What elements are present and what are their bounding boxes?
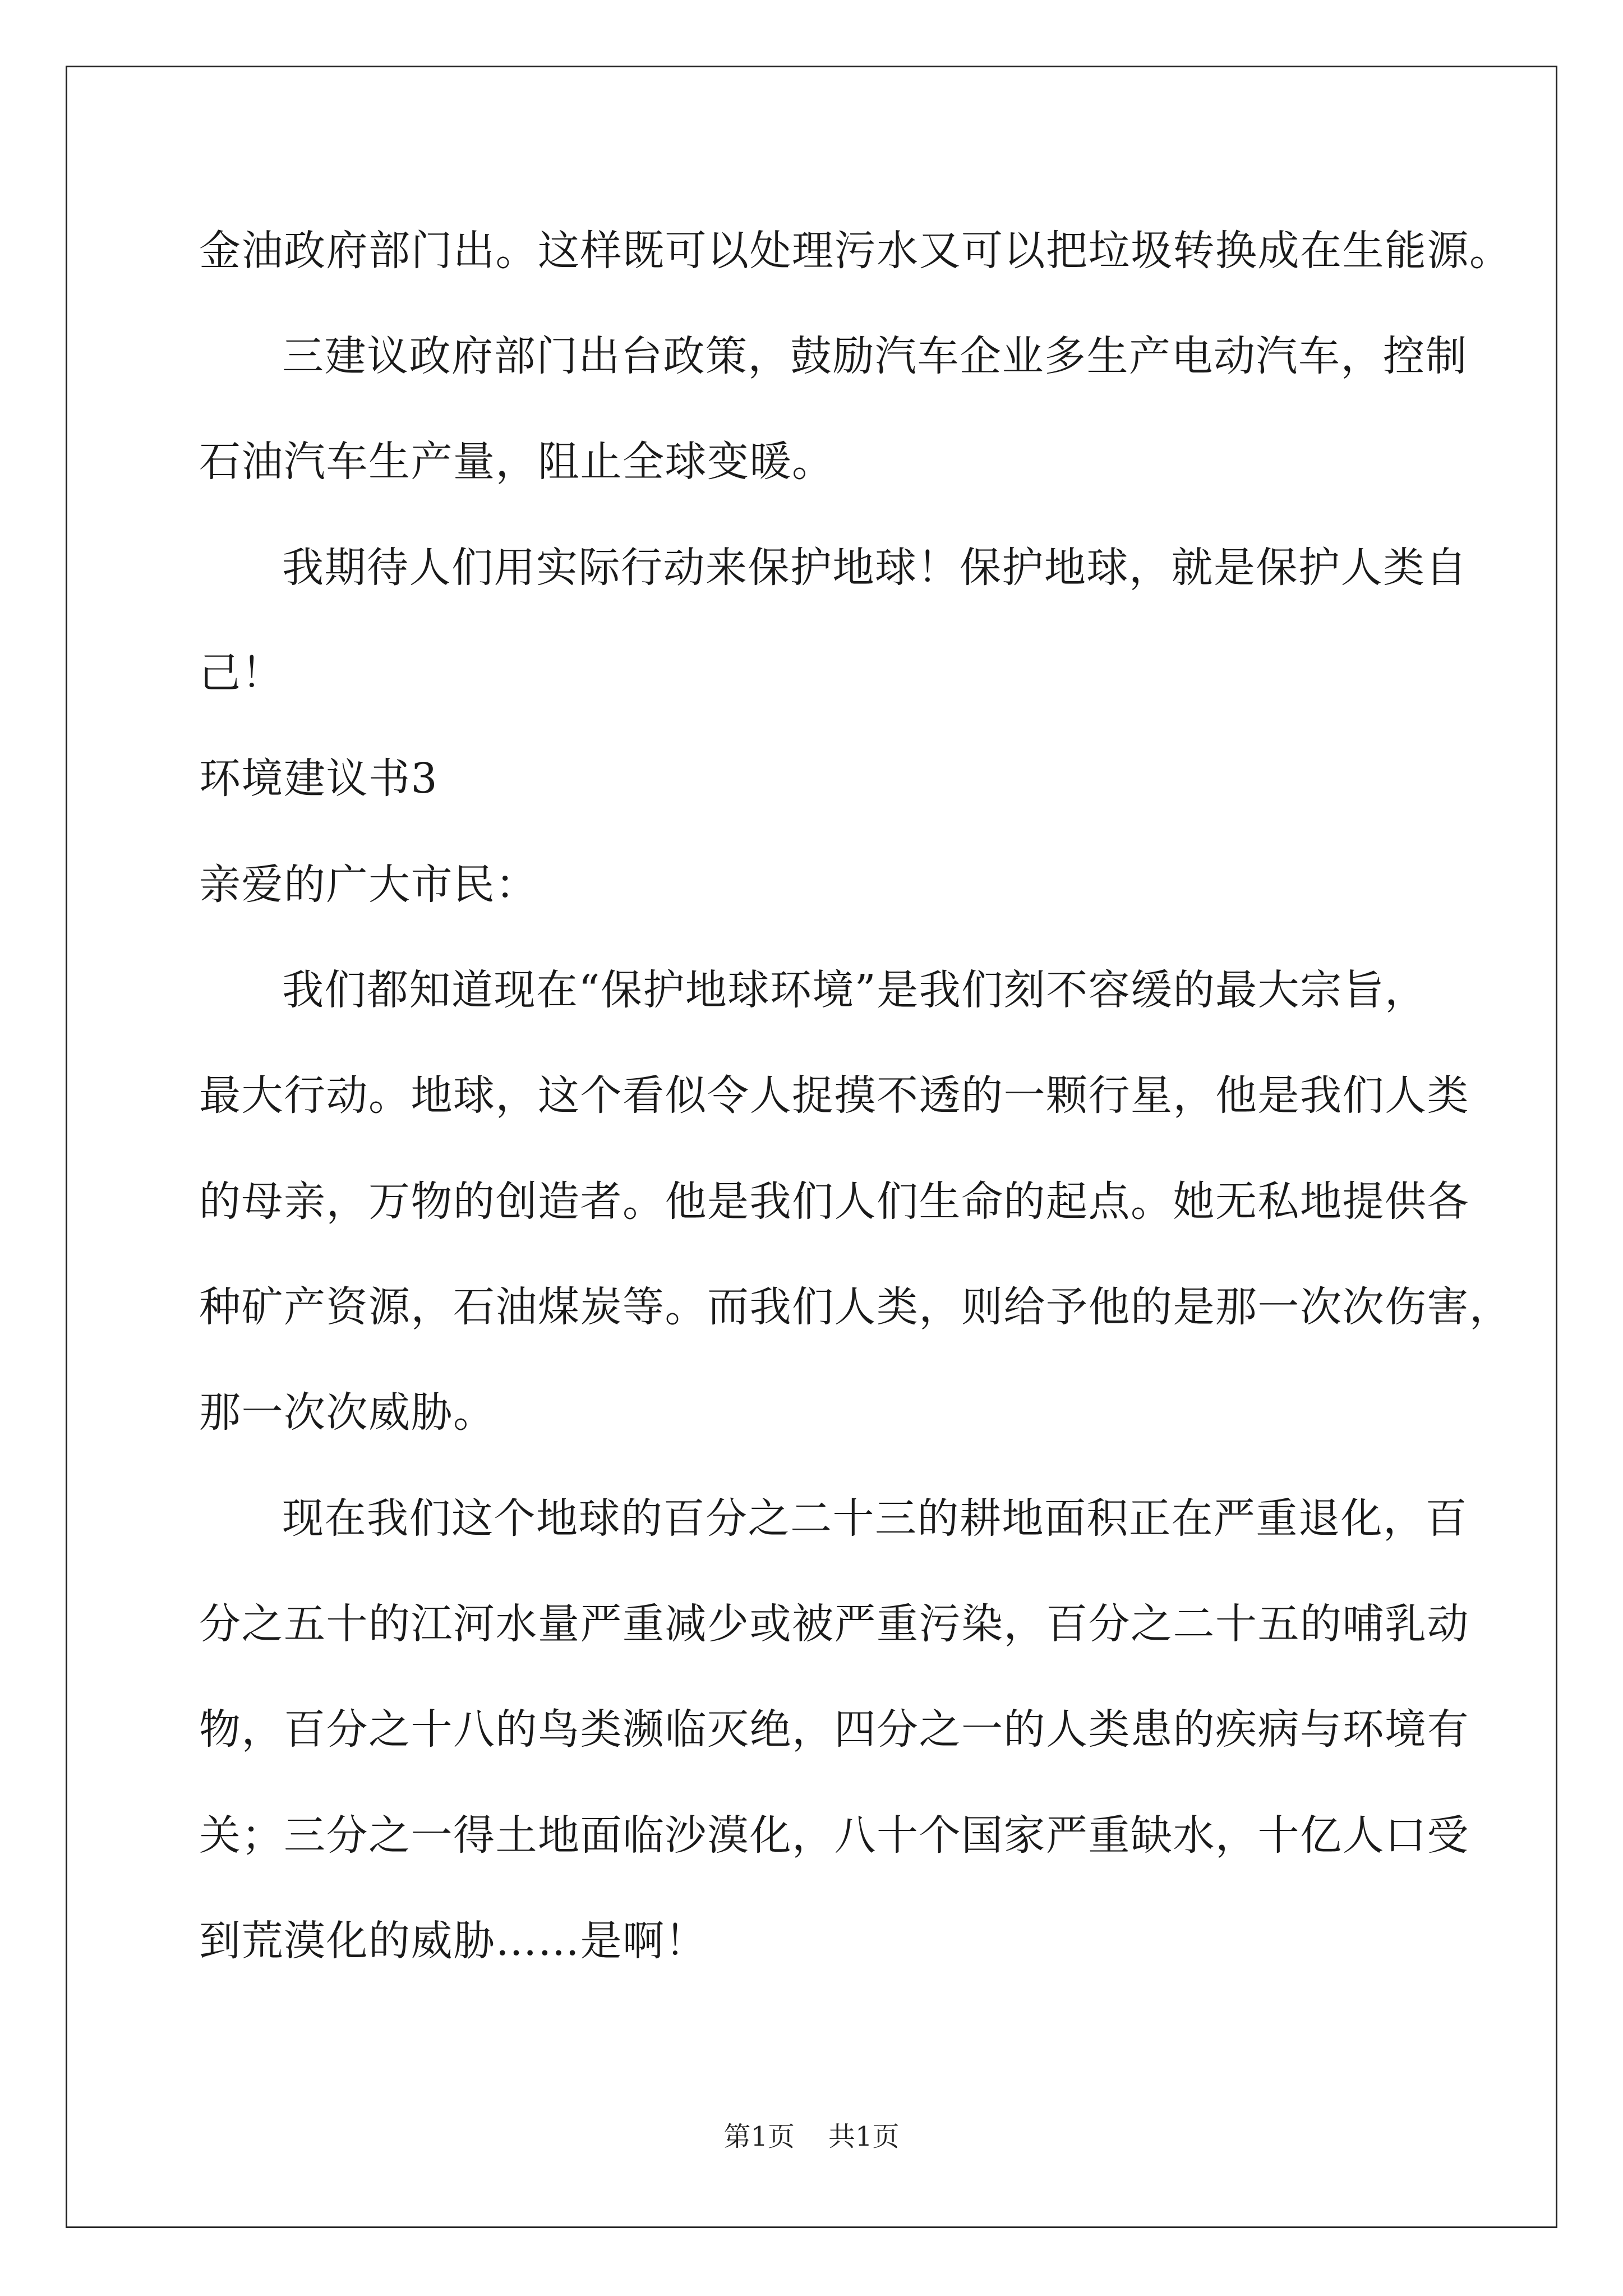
- page-footer: [0, 2123, 1623, 2150]
- paragraph-line: 最大行动。地球，这个看似令人捉摸不透的一颗行星，他是我们人类: [199, 1071, 1469, 1120]
- section-heading: 环境建议书3: [199, 754, 439, 803]
- paragraph-line: 那一次次威胁。: [199, 1388, 496, 1437]
- paragraph-line: 现在我们这个地球的百分之二十三的耕地面积正在严重退化，百: [282, 1494, 1468, 1543]
- paragraph-line: 三建议政府部门出台政策，鼓励汽车企业多生产电动汽车，控制: [282, 332, 1468, 380]
- paragraph-line: 关；三分之一得土地面临沙漠化，八十个国家严重缺水，十亿人口受: [199, 1811, 1469, 1860]
- paragraph-line: 种矿产资源，石油煤炭等。而我们人类，则给予他的是那一次次伤害，: [199, 1283, 1512, 1331]
- paragraph-line: 分之五十的江河水量严重减少或被严重污染，百分之二十五的哺乳动: [199, 1600, 1469, 1648]
- paragraph-line: 我期待人们用实际行动来保护地球！保护地球，就是保护人类自: [282, 544, 1468, 592]
- page-border: [66, 66, 1557, 2228]
- paragraph-line: 己！: [199, 649, 284, 697]
- paragraph-line: 金油政府部门出。这样既可以处理污水又可以把垃圾转换成在生能源。: [199, 227, 1512, 275]
- page-total: 共1页: [828, 2121, 900, 2152]
- salutation: 亲爱的广大市民：: [199, 861, 538, 909]
- paragraph-line: 石油汽车生产量，阻止全球变暖。: [199, 438, 834, 486]
- page-number: 第1页: [723, 2121, 795, 2152]
- paragraph-line: 我们都知道现在“保护地球环境”是我们刻不容缓的最大宗旨，: [282, 966, 1427, 1014]
- paragraph-line: 物，百分之十八的鸟类濒临灭绝，四分之一的人类患的疾病与环境有: [199, 1705, 1469, 1754]
- paragraph-line: 到荒漠化的威胁……是啊！: [199, 1917, 707, 1965]
- paragraph-line: 的母亲，万物的创造者。他是我们人们生命的起点。她无私地提供各: [199, 1177, 1469, 1226]
